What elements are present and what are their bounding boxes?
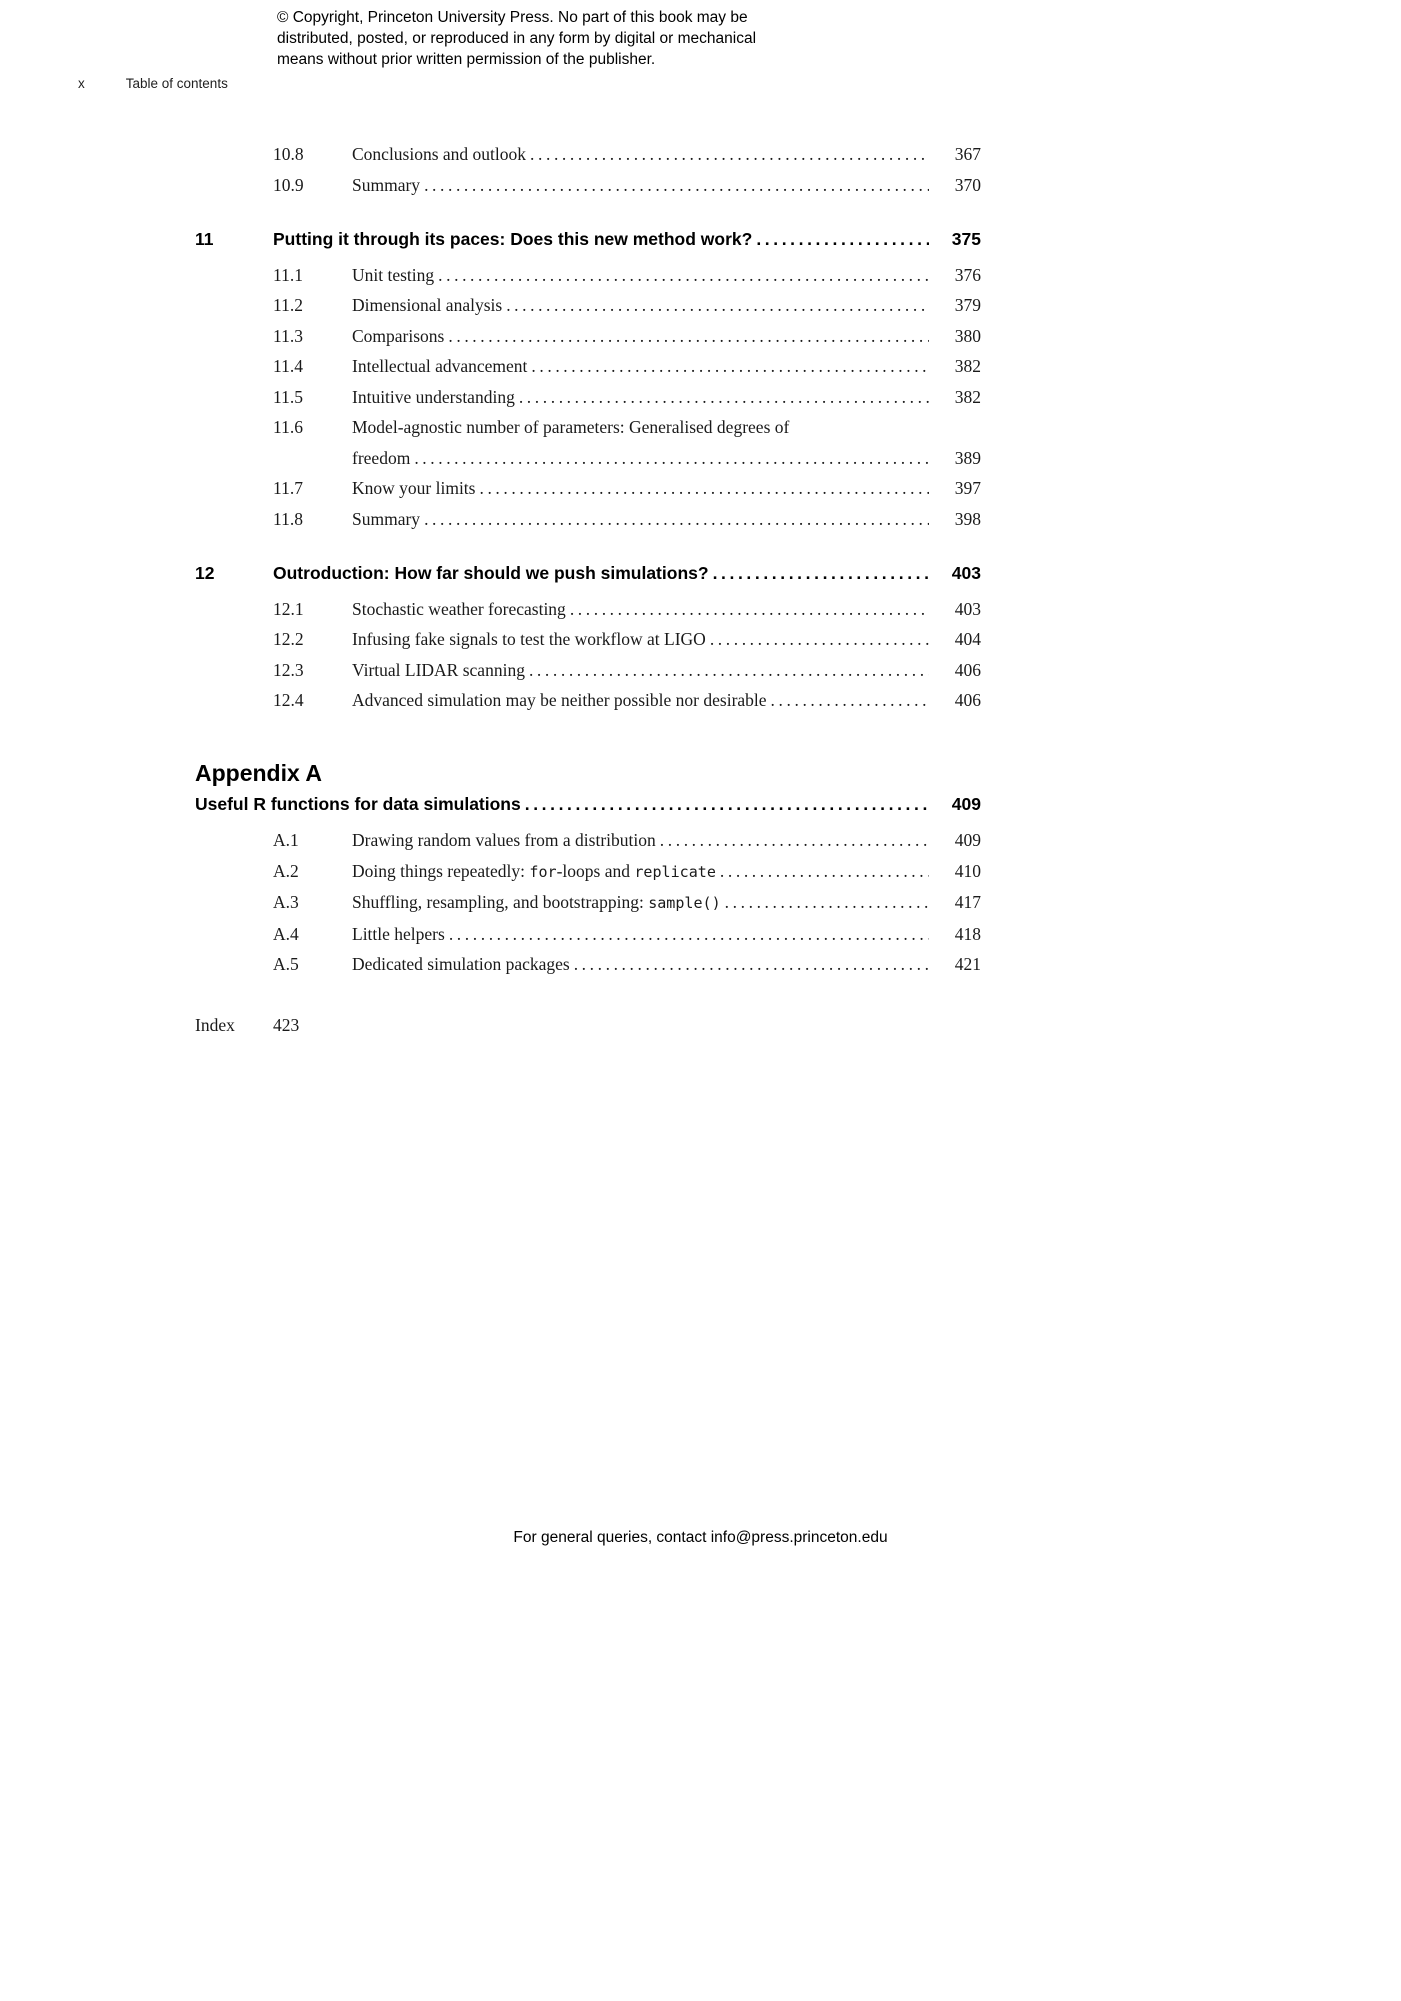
dot-leader	[438, 260, 929, 291]
section-title: Intuitive understanding	[352, 386, 515, 407]
toc-entry	[273, 624, 981, 655]
dot-leader	[506, 290, 929, 321]
page-number: 389	[954, 447, 981, 468]
footer-contact-note: For general queries, contact info@press.princeton.edu	[513, 1529, 888, 1546]
toc-entry	[273, 594, 981, 625]
section-title: Summary	[352, 508, 421, 529]
toc-entry	[273, 321, 981, 352]
running-title: Table of contents	[125, 76, 228, 91]
dot-leader	[756, 224, 929, 255]
page-number: 403	[951, 563, 981, 583]
section-title: Intellectual advancement	[352, 356, 528, 376]
dot-leader	[519, 382, 929, 413]
page-number: 382	[954, 356, 981, 376]
section-title: Virtual LIDAR scanning	[352, 659, 525, 680]
page-number: 409	[951, 793, 981, 814]
section-number: 12.2	[273, 629, 304, 649]
page-number: 406	[954, 659, 981, 680]
section-title: Summary	[352, 174, 421, 195]
section-number: A.1	[273, 830, 299, 850]
section-number: 11.6	[273, 417, 303, 437]
page-number: 380	[954, 325, 981, 346]
page-number: 398	[954, 508, 981, 529]
section-number: 11.1	[273, 264, 303, 285]
section-title: Advanced simulation may be neither possible nor desirable	[352, 690, 767, 710]
section-number: 11.5	[273, 386, 303, 407]
section-number: 10.9	[273, 174, 304, 195]
dot-leader	[531, 351, 929, 382]
section-title: Dimensional analysis	[352, 295, 503, 315]
section-title: Drawing random values from a distribution	[352, 830, 656, 850]
dot-leader	[525, 789, 929, 820]
toc-entry	[273, 887, 981, 919]
dot-leader	[529, 655, 929, 686]
section-title: Unit testing	[352, 264, 435, 285]
section-title: freedom	[352, 447, 411, 468]
toc-entry	[273, 290, 981, 321]
index-page-number: 423	[273, 1014, 300, 1035]
toc-entry	[273, 260, 981, 291]
section-number: 11.2	[273, 295, 303, 315]
section-title: Conclusions and outlook	[352, 144, 527, 164]
page-number: 409	[954, 830, 981, 850]
dot-leader	[424, 170, 929, 201]
section-title: Model-agnostic number of parameters: Generalised degrees of	[352, 417, 790, 437]
toc-entry	[273, 949, 981, 980]
text-fragment: -loops and	[556, 860, 635, 881]
page-number: 410	[954, 860, 981, 881]
chapter-title: Putting it through its paces: Does this new method work?	[273, 229, 753, 249]
toc-entry	[273, 504, 981, 535]
toc-entry	[273, 170, 981, 201]
dot-leader	[479, 473, 929, 504]
section-number: 10.8	[273, 144, 304, 164]
dot-leader	[771, 685, 929, 716]
page-number: 382	[954, 386, 981, 407]
section-title: Infusing fake signals to test the workflow at LIGO	[352, 629, 706, 649]
page-number: 404	[954, 629, 981, 649]
section-number: 11.4	[273, 356, 303, 376]
section-number: 11.8	[273, 508, 303, 529]
toc-entry	[273, 382, 981, 413]
toc-entry-continuation	[352, 443, 981, 474]
section-title: Stochastic weather forecasting	[352, 598, 566, 619]
copyright-notice	[277, 7, 756, 70]
page-number: 403	[954, 598, 981, 619]
section-number: A.4	[273, 923, 299, 944]
dot-leader	[574, 949, 929, 980]
dot-leader	[530, 139, 929, 170]
dot-leader	[448, 321, 929, 352]
page-number: 375	[951, 229, 981, 249]
page-number: 418	[954, 923, 981, 944]
section-number: A.5	[273, 954, 299, 974]
appendix-title-row	[195, 789, 981, 820]
page-number: 417	[954, 892, 981, 912]
toc-entry	[273, 473, 981, 504]
chapter-number: 12	[195, 563, 215, 583]
page-number: 406	[954, 690, 981, 710]
page-number: 376	[954, 264, 981, 285]
dot-leader	[570, 594, 929, 625]
section-number: 11.3	[273, 325, 303, 346]
toc-entry	[273, 139, 981, 170]
section-number: 12.3	[273, 659, 304, 680]
toc-entry	[273, 351, 981, 382]
toc-chapter	[195, 224, 981, 255]
dot-leader	[710, 624, 929, 655]
code-fragment: replicate	[634, 862, 716, 881]
dot-leader	[449, 919, 929, 950]
section-title: Dedicated simulation packages	[352, 954, 570, 974]
toc-entry	[273, 412, 981, 443]
section-number: A.3	[273, 892, 299, 912]
appendix-title: Useful R functions for data simulations	[195, 793, 521, 814]
dot-leader	[660, 825, 929, 856]
page-number: 397	[954, 478, 981, 498]
section-title: Comparisons	[352, 325, 445, 346]
page-folio: x	[78, 76, 85, 91]
section-title: Know your limits	[352, 478, 476, 498]
dot-leader	[720, 856, 929, 887]
toc-chapter	[195, 558, 981, 589]
appendix-heading: Appendix A	[195, 759, 322, 786]
copyright-line: © Copyright, Princeton University Press. No part of this book may be	[277, 9, 748, 26]
dot-leader	[713, 558, 929, 589]
dot-leader	[424, 504, 929, 535]
section-title	[352, 887, 721, 919]
section-number: A.2	[273, 860, 299, 881]
copyright-line: means without prior written permission of the publisher.	[277, 51, 656, 68]
toc-entry	[273, 655, 981, 686]
toc-entry	[273, 825, 981, 856]
section-number: 11.7	[273, 478, 303, 498]
text-fragment: Doing things repeatedly:	[352, 860, 530, 881]
page-number: 370	[954, 174, 981, 195]
index-entry	[195, 1010, 981, 1041]
toc-entry	[273, 685, 981, 716]
page-number: 379	[954, 295, 981, 315]
toc-entry	[273, 856, 981, 888]
dot-leader	[725, 887, 929, 918]
code-fragment: for	[529, 862, 557, 881]
index-label: Index	[195, 1014, 235, 1035]
toc-entry	[273, 919, 981, 950]
chapter-number: 11	[195, 229, 214, 249]
table-of-contents	[195, 139, 981, 1040]
section-title	[352, 856, 716, 888]
running-head	[78, 76, 228, 91]
section-number: 12.4	[273, 690, 304, 710]
page-number: 367	[954, 144, 981, 164]
section-number: 12.1	[273, 598, 304, 619]
dot-leader	[414, 443, 929, 474]
code-fragment: sample()	[648, 894, 721, 912]
page-number: 421	[954, 954, 981, 974]
chapter-title: Outroduction: How far should we push simulations?	[273, 563, 709, 583]
copyright-line: distributed, posted, or reproduced in any form by digital or mechanical	[277, 30, 757, 47]
section-title: Little helpers	[352, 923, 445, 944]
text-fragment: Shuffling, resampling, and bootstrapping:	[352, 892, 649, 912]
